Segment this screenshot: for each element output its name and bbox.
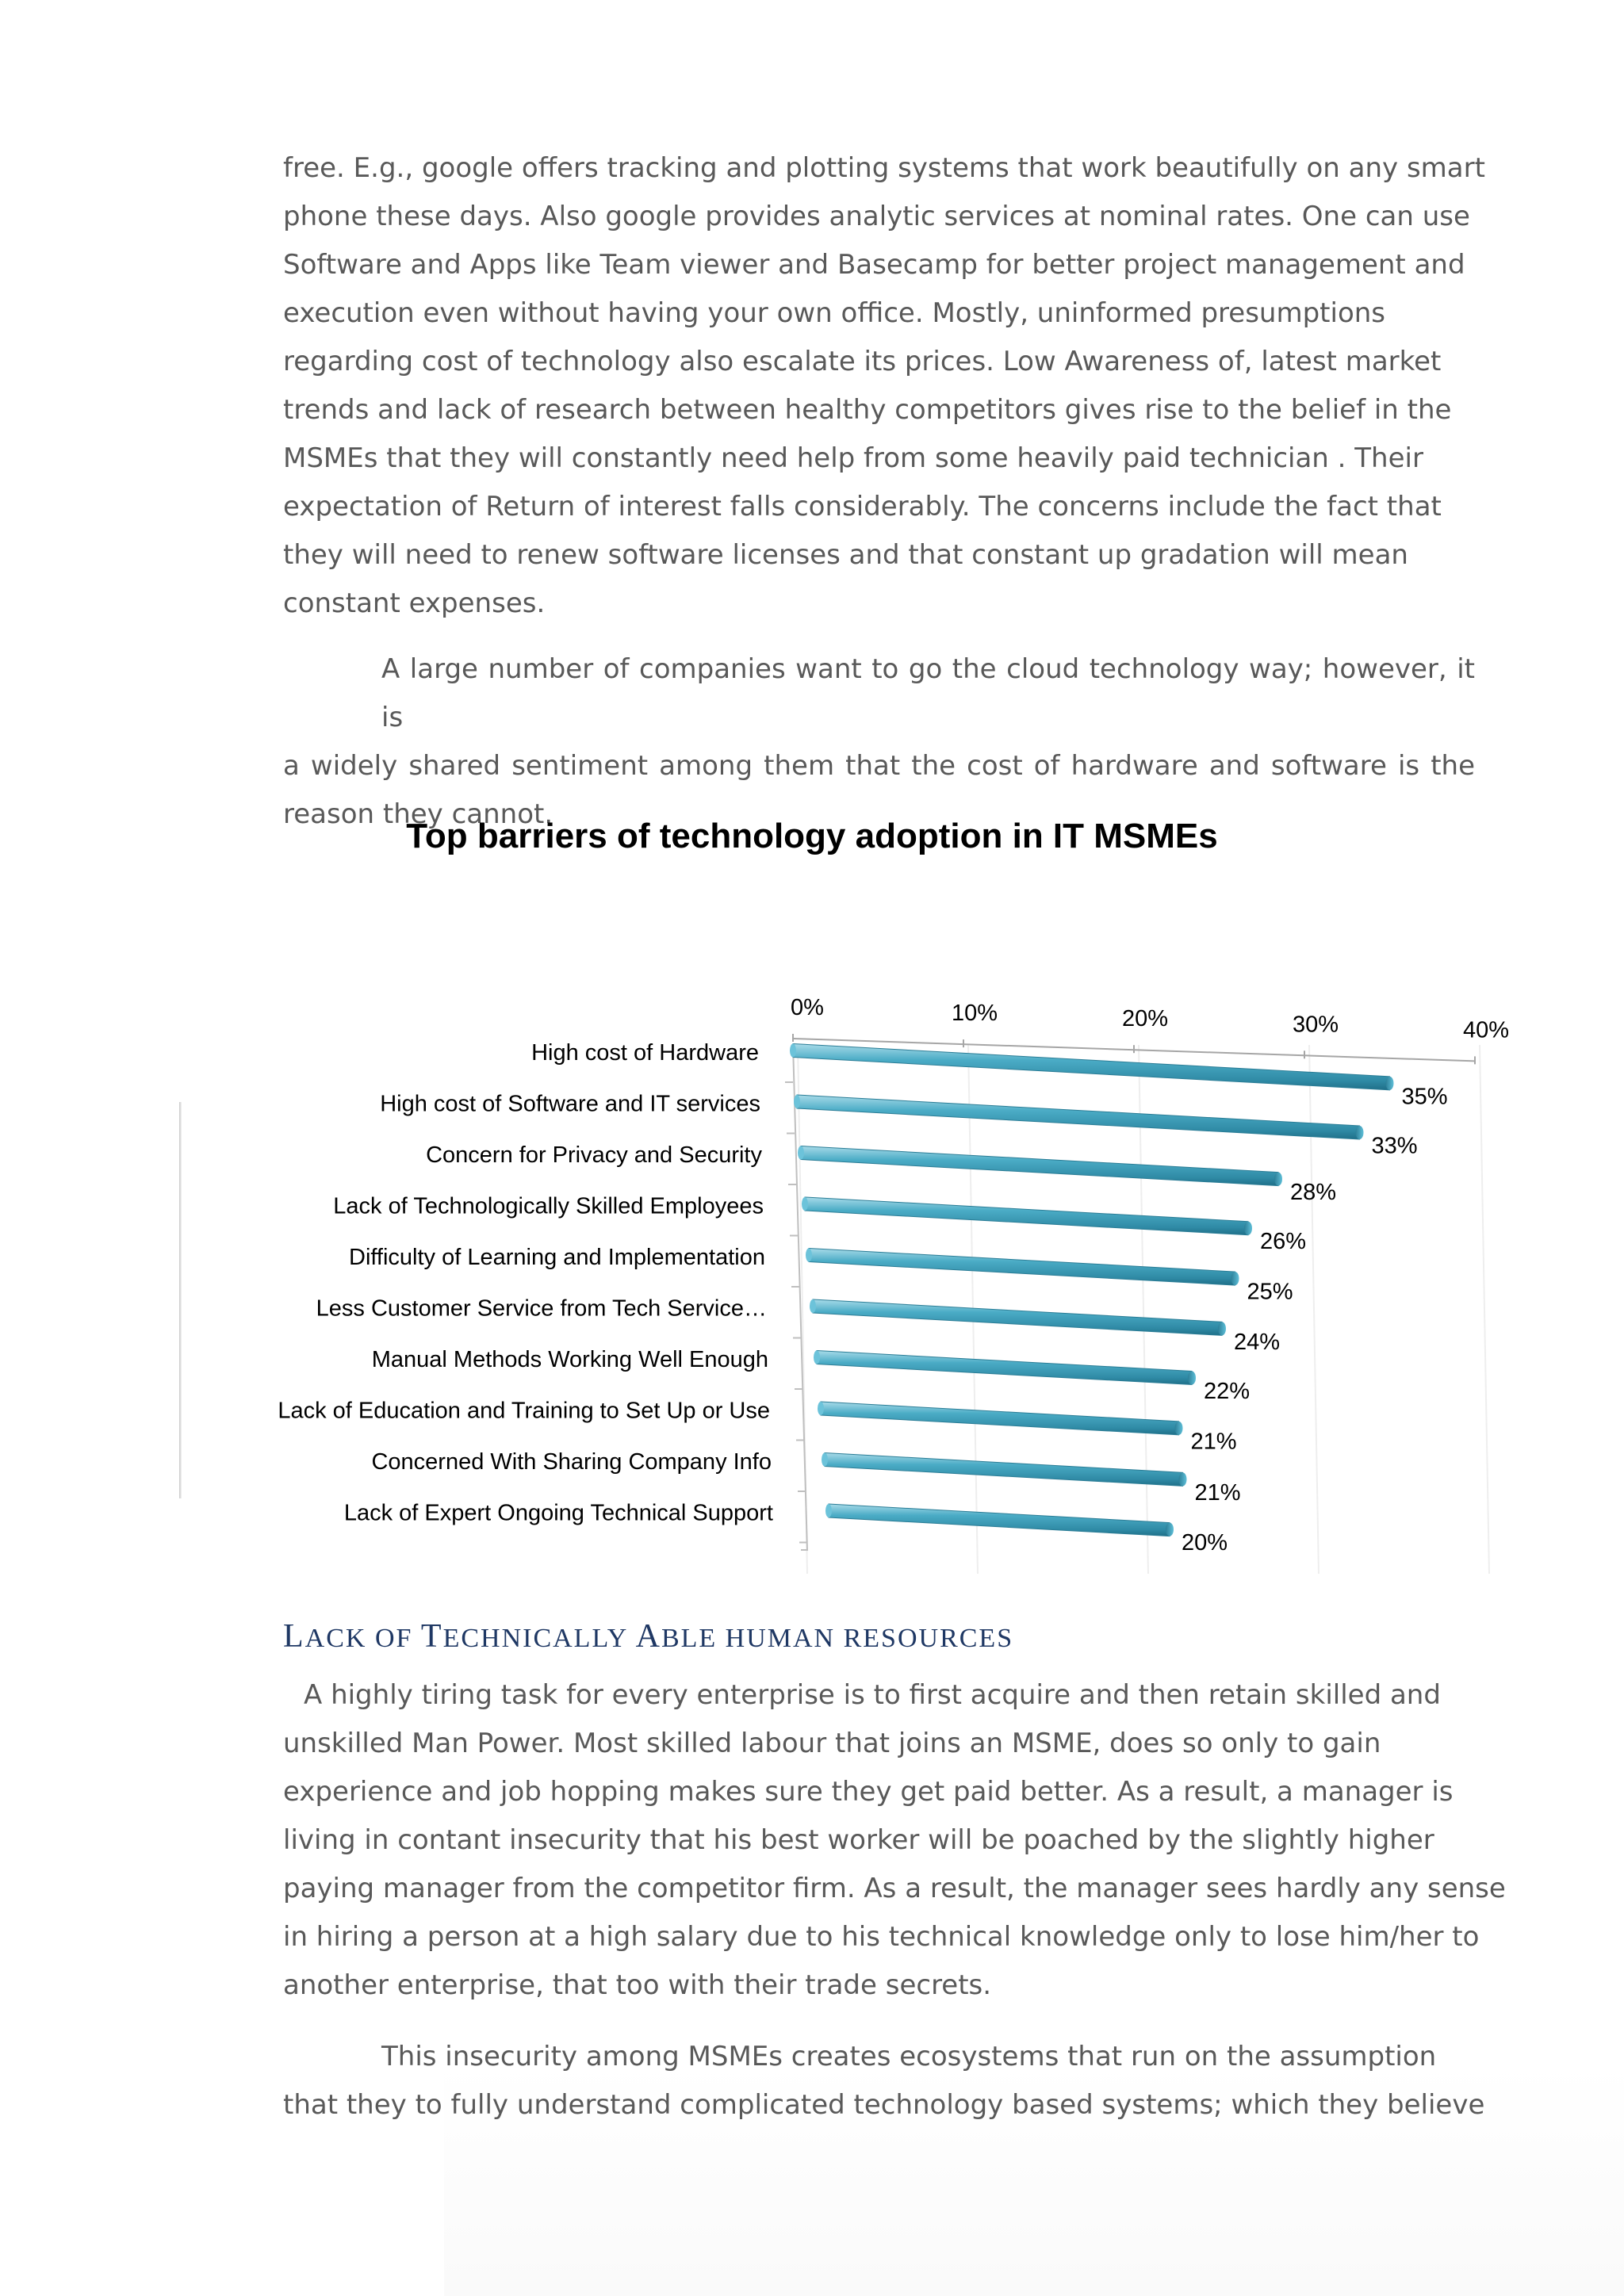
bar-body: [805, 1197, 1248, 1235]
chart-wall: [793, 1045, 807, 1550]
bar-cap: [1175, 1422, 1183, 1435]
x-tick-label: 10%: [951, 1001, 998, 1027]
bar: [806, 1249, 1239, 1286]
text-line: free. E.g., google offers tracking and plotting systems that work beautifully on any smart: [283, 152, 1485, 184]
heading-part: T: [420, 1618, 443, 1655]
bar-cap: [1179, 1472, 1187, 1486]
heading-part: ACK OF: [304, 1624, 421, 1653]
gridline: [1480, 1045, 1489, 1574]
bar: [798, 1146, 1282, 1186]
bar-base: [798, 1146, 804, 1160]
category-label: Lack of Education and Training to Set Up or Use: [278, 1398, 770, 1424]
text-line: living in contant insecurity that his best worker will be poached by the slightly higher: [283, 1824, 1434, 1856]
bar-body: [801, 1146, 1278, 1186]
bar-cap: [1166, 1523, 1174, 1536]
bar: [825, 1504, 1174, 1536]
section-heading: [283, 1617, 1013, 1655]
bar-base: [802, 1197, 808, 1211]
bar: [810, 1299, 1226, 1335]
bar-body: [809, 1249, 1235, 1286]
text-line: constant expenses.: [283, 587, 546, 619]
bar-body: [829, 1504, 1170, 1536]
heading-part: BLE HUMAN RESOURCES: [661, 1624, 1014, 1653]
text-line: This insecurity among MSMEs creates ecosystems that run on the assumption: [381, 2041, 1437, 2072]
value-label: 35%: [1401, 1084, 1448, 1110]
paragraph-insecurity: [283, 2033, 1485, 2130]
x-tick-label: 0%: [791, 995, 824, 1020]
value-label: 24%: [1234, 1329, 1281, 1355]
bar-cap: [1231, 1272, 1239, 1285]
chart-labels: [278, 1040, 1447, 1556]
bar-base: [806, 1249, 812, 1262]
category-label: Concern for Privacy and Security: [426, 1142, 762, 1168]
paragraph-human-resources: [283, 1671, 1506, 2010]
text-line: execution even without having your own office. Mostly, uninformed presumptions: [283, 297, 1386, 329]
text-line: in hiring a person at a high salary due to his technical knowledge only to lose him/her to: [283, 1921, 1480, 1953]
bar-cap: [1188, 1372, 1196, 1385]
category-label: Concerned With Sharing Company Info: [371, 1449, 772, 1475]
heading-part: A: [635, 1618, 661, 1655]
value-label: 33%: [1371, 1133, 1418, 1159]
bar: [818, 1402, 1183, 1435]
text-line: unskilled Man Power. Most skilled labour that joins an MSME, does so only to gain: [283, 1728, 1381, 1759]
text-line: reason they cannot.: [283, 798, 553, 830]
x-tick-label: 40%: [1462, 1017, 1510, 1043]
text-line: phone these days. Also google provides analytic services at nominal rates. One can use: [283, 201, 1470, 232]
bar: [822, 1453, 1187, 1487]
chart-bars: [790, 1044, 1394, 1536]
bar-cap: [1356, 1126, 1364, 1139]
category-label: Lack of Technologically Skilled Employees: [333, 1193, 764, 1219]
category-label: High cost of Hardware: [531, 1040, 759, 1066]
value-label: 28%: [1290, 1180, 1337, 1206]
bar-base: [810, 1299, 816, 1313]
text-line: A highly tiring task for every enterprise is to first acquire and then retain skilled and: [304, 1679, 1441, 1711]
category-label: Difficulty of Learning and Implementation: [349, 1245, 765, 1270]
text-line: paying manager from the competitor firm. As a result, the manager sees hardly any sense: [283, 1873, 1506, 1904]
category-label: Manual Methods Working Well Enough: [371, 1347, 768, 1372]
value-label: 21%: [1194, 1479, 1241, 1506]
bar-cap: [1386, 1077, 1394, 1090]
bar-base: [825, 1504, 832, 1517]
category-label: Less Customer Service from Tech Service…: [316, 1295, 767, 1322]
bar-body: [797, 1095, 1360, 1139]
text-line: that they to fully understand complicated technology based systems; which they believe: [283, 2089, 1485, 2121]
bar-base: [794, 1095, 800, 1108]
x-tick-label: 30%: [1292, 1012, 1339, 1038]
text-line: another enterprise, that too with their trade secrets.: [283, 1969, 992, 2001]
text-line: regarding cost of technology also escalate its prices. Low Awareness of, latest market: [283, 346, 1442, 377]
bar-body: [817, 1351, 1192, 1385]
x-tick-label: 20%: [1121, 1006, 1169, 1032]
bar-base: [814, 1351, 820, 1364]
value-label: 26%: [1260, 1229, 1307, 1255]
bar: [790, 1044, 1394, 1090]
bar: [794, 1095, 1364, 1139]
text-line: Software and Apps like Team viewer and Basecamp for better project management and: [283, 249, 1465, 281]
category-label: Lack of Expert Ongoing Technical Support: [343, 1500, 773, 1526]
text-line: experience and job hopping makes sure they get paid better. As a result, a manager is: [283, 1776, 1454, 1808]
heading-part: L: [283, 1618, 305, 1655]
value-label: 25%: [1247, 1279, 1293, 1305]
bar-cap: [1218, 1322, 1226, 1335]
bar: [802, 1197, 1252, 1235]
bar-body: [793, 1044, 1390, 1090]
value-label: 21%: [1190, 1429, 1237, 1455]
category-label: High cost of Software and IT services: [380, 1091, 760, 1117]
text-line: they will need to renew software licenses and that constant up gradation will mean: [283, 539, 1408, 571]
bar-base: [818, 1402, 824, 1415]
heading-part: ECHNICALLY: [442, 1624, 636, 1653]
value-label: 20%: [1182, 1530, 1228, 1556]
bar-body: [813, 1299, 1222, 1335]
bar-body: [821, 1402, 1179, 1435]
text-line: a widely shared sentiment among them that the cost of hardware and software is the: [283, 750, 1475, 782]
bar-base: [822, 1453, 828, 1467]
text-line: MSMEs that they will constantly need help from some heavily paid technician . Their: [283, 442, 1423, 474]
bar: [814, 1351, 1196, 1385]
bar-base: [790, 1044, 796, 1058]
text-line: A large number of companies want to go the cloud technology way; however, it is: [381, 653, 1475, 733]
value-label: 22%: [1204, 1379, 1251, 1405]
bar-body: [825, 1453, 1183, 1487]
chart-title: Top barriers of technology adoption in IT MSMEs: [406, 817, 1218, 855]
text-line: trends and lack of research between healthy competitors gives rise to the belief in the: [283, 394, 1452, 426]
bar-cap: [1244, 1222, 1252, 1235]
bar-cap: [1274, 1173, 1282, 1186]
text-line: expectation of Return of interest falls considerably. The concerns include the fact that: [283, 491, 1442, 522]
